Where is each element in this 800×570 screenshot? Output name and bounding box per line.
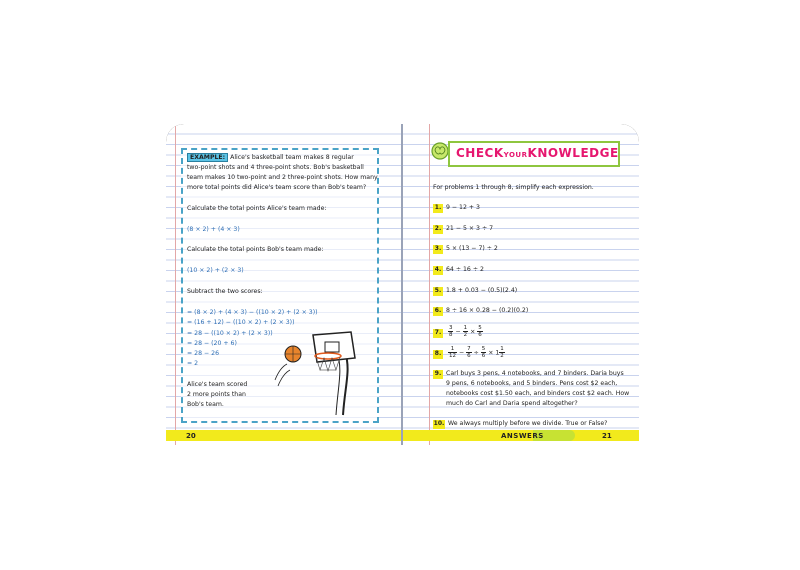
calc-line: = 28 − (20 + 6) (187, 340, 237, 347)
example-box (181, 148, 379, 423)
problem-number: 5. (434, 287, 442, 294)
problem-item: 1. 9 − 12 + 3 (434, 204, 480, 211)
page-corner (166, 124, 188, 146)
page-number: 21 (602, 432, 612, 440)
calc-line: = (16 + 12) − ((10 × 2) + (2 × 3)) (187, 319, 295, 326)
example-label: EXAMPLE: (187, 153, 228, 162)
basketball-hoop-icon (273, 330, 373, 420)
step-math: (10 × 2) + (2 × 3) (187, 267, 244, 274)
problem-item: 5. 1.8 + 0.03 − (0.5)(2.4) (434, 287, 518, 294)
problem-item: 2. 21 − 5 × 3 ÷ 7 (434, 225, 494, 232)
page-corner (617, 124, 639, 146)
fraction: $\frac{1}{12}$ (448, 346, 456, 359)
calc-line: = 28 − ((10 × 2) + (2 × 3)) (187, 330, 273, 337)
problem-number: 9. (434, 370, 442, 377)
calc-line: = (8 × 2) + (4 × 3) − ((10 × 2) + (2 × 3)) (187, 309, 318, 316)
problem-item: 9. Carl buys 3 pens, 4 notebooks, and 7 binders. Daria buys (434, 370, 624, 377)
fraction: $\frac{1}{2}$ (463, 325, 468, 338)
problem-item: 6. 8 ÷ 16 × 0.28 − (0.2)(0.2) (434, 307, 529, 314)
problem-item: 7. $\frac{3}{8}$ − $\frac{1}{2}$ × $\frac{5}{6}$ (434, 325, 482, 338)
problem-item: 10. We always multiply before we divide. True or False? (433, 420, 608, 427)
step-text: Subtract the two scores: (187, 288, 263, 295)
right-page (403, 124, 639, 445)
step-text: Calculate the total points Alice's team made: (187, 205, 327, 212)
problem-number: 7. (434, 328, 442, 336)
margin-line (175, 124, 176, 445)
problem-line: 9 pens, 6 notebooks, and 5 binders. Pens cost $2 each, (446, 380, 618, 387)
conclusion-line: 2 more points than (187, 391, 246, 398)
fraction: $\frac{1}{2}$ (500, 346, 504, 359)
answers-link[interactable]: ANSWERS (501, 432, 544, 440)
fraction: $\frac{5}{6}$ (478, 325, 482, 338)
problem-line: much do Carl and Daria spend altogether? (446, 400, 578, 407)
page-footer-bar (166, 430, 402, 441)
example-intro-line: team makes 10 two-point and 2 three-point shots. How many (187, 174, 378, 181)
page-number: 20 (186, 432, 196, 440)
problem-number: 10. (433, 420, 445, 427)
fraction: $\frac{7}{6}$ (467, 346, 471, 359)
instructions: For problems 1 through 8, simplify each expression. (433, 184, 594, 191)
step-text: Calculate the total points Bob's team made: (187, 246, 324, 253)
problem-number: 2. (434, 225, 442, 232)
book-spread (166, 124, 639, 445)
fraction: $\frac{3}{8}$ (448, 325, 453, 338)
section-title: CHECKYOURKNOWLEDGE (456, 146, 619, 160)
example-intro-line: two-point shots and 4 three-point shots. Bob's basketball (187, 164, 364, 171)
left-page (166, 124, 402, 445)
step-math: (8 × 2) + (4 × 3) (187, 226, 240, 233)
problem-item: 3. 5 × (13 − 7) ÷ 2 (434, 245, 498, 252)
problem-number: 6. (434, 307, 442, 314)
section-title-banner (448, 141, 620, 167)
problem-item: 8. $\frac{1}{12}$ − $\frac{7}{6}$ ÷ $\frac{5}{6}$ × 1 $\frac{1}{2}$ (434, 346, 504, 359)
example-intro-line: EXAMPLE: Alice's basketball team makes 8 regular (187, 154, 354, 163)
conclusion-line: Bob's team. (187, 401, 224, 408)
problem-line: notebooks cost $1.50 each, and binders cost $2 each. How (446, 390, 630, 397)
problem-number: 4. (434, 266, 442, 273)
conclusion-line: Alice's team scored (187, 381, 248, 388)
problem-item: 4. 64 ÷ 16 ÷ 2 (434, 266, 484, 273)
brain-icon (430, 141, 450, 161)
problem-number: 3. (434, 245, 442, 252)
fraction: $\frac{5}{6}$ (481, 346, 486, 359)
calc-line: = 28 − 26 (187, 350, 220, 357)
example-intro-line: more total points did Alice's team score than Bob's team? (187, 184, 367, 191)
problem-number: 1. (434, 204, 442, 211)
problem-number: 8. (434, 349, 442, 357)
margin-line (429, 124, 430, 445)
calc-line: = 2 (187, 360, 199, 367)
